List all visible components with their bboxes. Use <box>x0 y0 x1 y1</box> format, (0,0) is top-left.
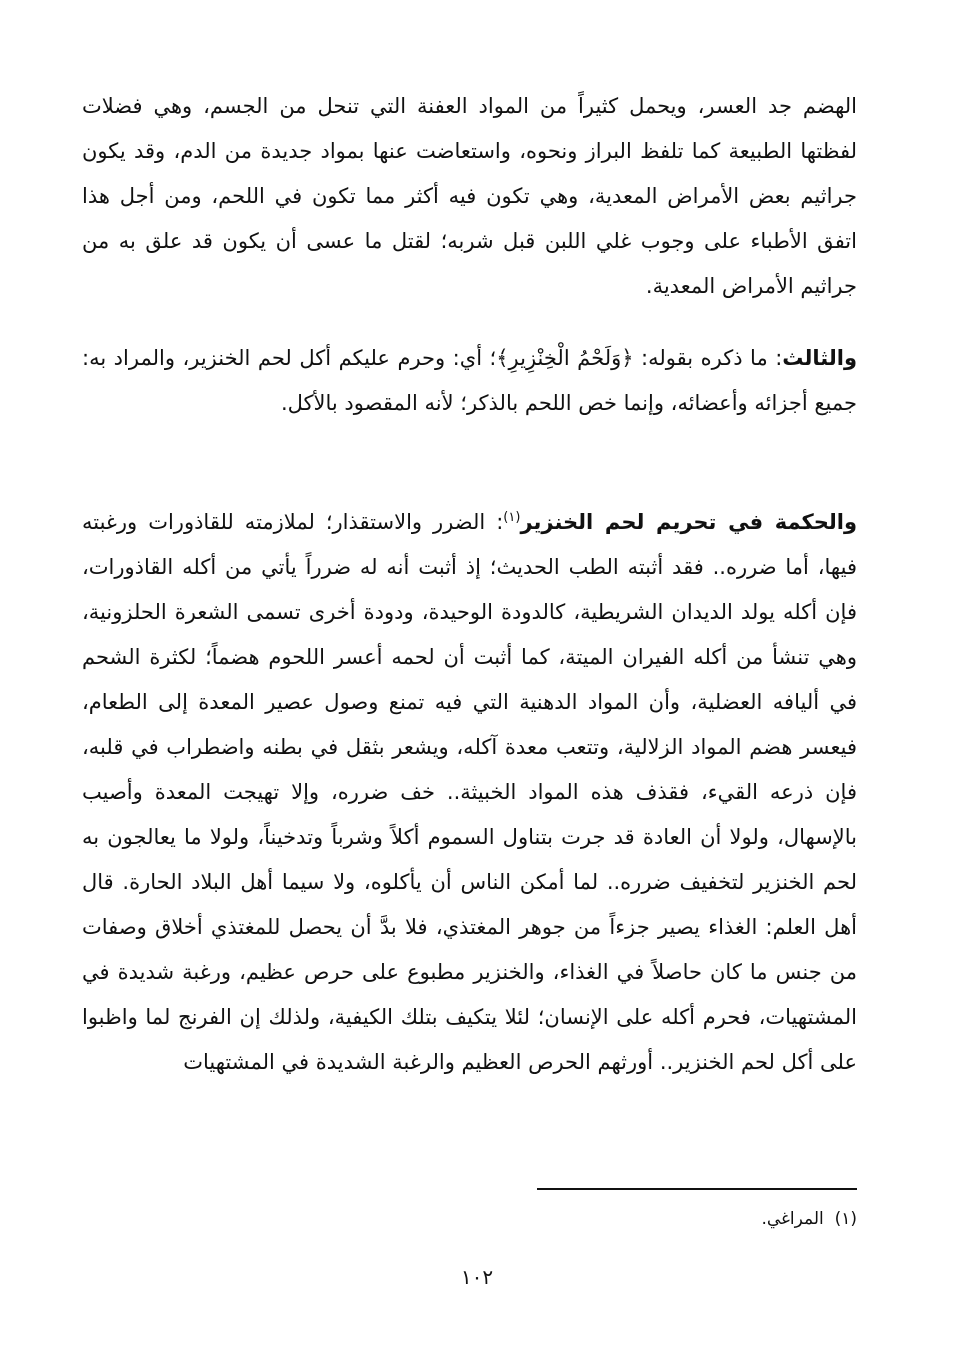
paragraph-2-lead: والثالث <box>782 346 857 370</box>
paragraph-3-lead: والحكمة في تحريم لحم الخنزير <box>520 510 858 534</box>
paragraph-2-text: ؛ أي: وحرم عليكم أكل لحم الخنزير، والمراد به: جميع أجزائه وأعضائه، وإنما خص اللحم بالذكر؛ لأنه المقصود بالأكل. <box>82 346 857 415</box>
paragraph-2-intro: : ما ذكره بقوله: <box>633 346 783 370</box>
footnote-reference: (١) <box>503 510 521 525</box>
footnote-separator <box>537 1188 857 1190</box>
paragraph-1-text: الهضم جد العسر، ويحمل كثيراً من المواد العفنة التي تنحل من الجسم، وهي فضلات لفظتها الطبيعة كما تلفظ البراز ونحوه، واستعاضت عنها بمواد جديدة من الدم، وقد يكون جراثيم بعض الأمراض المعدية، وهي تكون فيه أكثر مما تكون في اللحم، ومن أجل هذا اتفق الأطباء على وجوب غلي اللبن قبل شربه؛ لقتل ما عسى أن يكون قد علق به من جراثيم الأمراض المعدية. <box>82 94 857 298</box>
paragraph-wisdom-prohibition <box>82 500 857 1085</box>
quran-quote: ﴿وَلَحْمُ الْخِنْزِيرِ﴾ <box>496 346 634 370</box>
footnote-number: (١) <box>834 1209 857 1229</box>
footnote-text: المراغي. <box>761 1209 824 1229</box>
paragraph-3-text: : الضرر والاستقذار؛ لملازمته للقاذورات ورغبته فيها، أما ضرره.. فقد أثبته الطب الحديث؛ إذ أثبت أنه له ضرراً يأتي من أكله القاذورات، فإن أكله يولد الديدان الشريطية، كالدودة الوحيدة، ودودة أخرى تسمى الشعرة الحلزونية، وهي تنشأ من أكله الفيران الميتة، كما أثبت أن لحمه أعسر اللحوم هضماً؛ لكثرة الشحم في أليافه العضلية، وأن المواد الدهنية التي فيه تمنع وصول عصير المعدة إلى الطعام، فيعسر هضم المواد الزلالية، وتتعب معدة آكله، ويشعر بثقل في بطنه واضطراب في قلبه، فإن ذرعه القيء، فقذف هذه المواد الخبيثة.. خف ضرره، وإلا تهيجت المعدة وأصيب بالإسهال، ولولا أن العادة قد جرت بتناول السموم أكلاً وشرباً وتدخيناً، ولولا ما يعالجون به لحم الخنزير لتخفيف ضرره.. لما أمكن الناس أن يأكلوه، ولا سيما أهل البلاد الحارة. قال أهل العلم: الغذاء يصير جزءاً من جوهر المغتذي، فلا بدَّ أن يحصل للمغتذي أخلاق وصفات من جنس ما كان حاصلاً في الغذاء، والخنزير مطبوع على حرص عظيم، ورغبة شديدة في المشتهيات، فحرم أكله على الإنسان؛ لئلا يتكيف بتلك الكيفية، ولذلك إن الفرنج لما واظبوا على أكل لحم الخنزير.. أورثهم الحرص العظيم والرغبة الشديدة في المشتهيات <box>82 510 857 1074</box>
page-number: ١٠٢ <box>460 1265 494 1289</box>
footnote <box>400 1204 857 1234</box>
paragraph-third-pork <box>82 336 857 426</box>
paragraph-milk-germs <box>82 84 857 309</box>
